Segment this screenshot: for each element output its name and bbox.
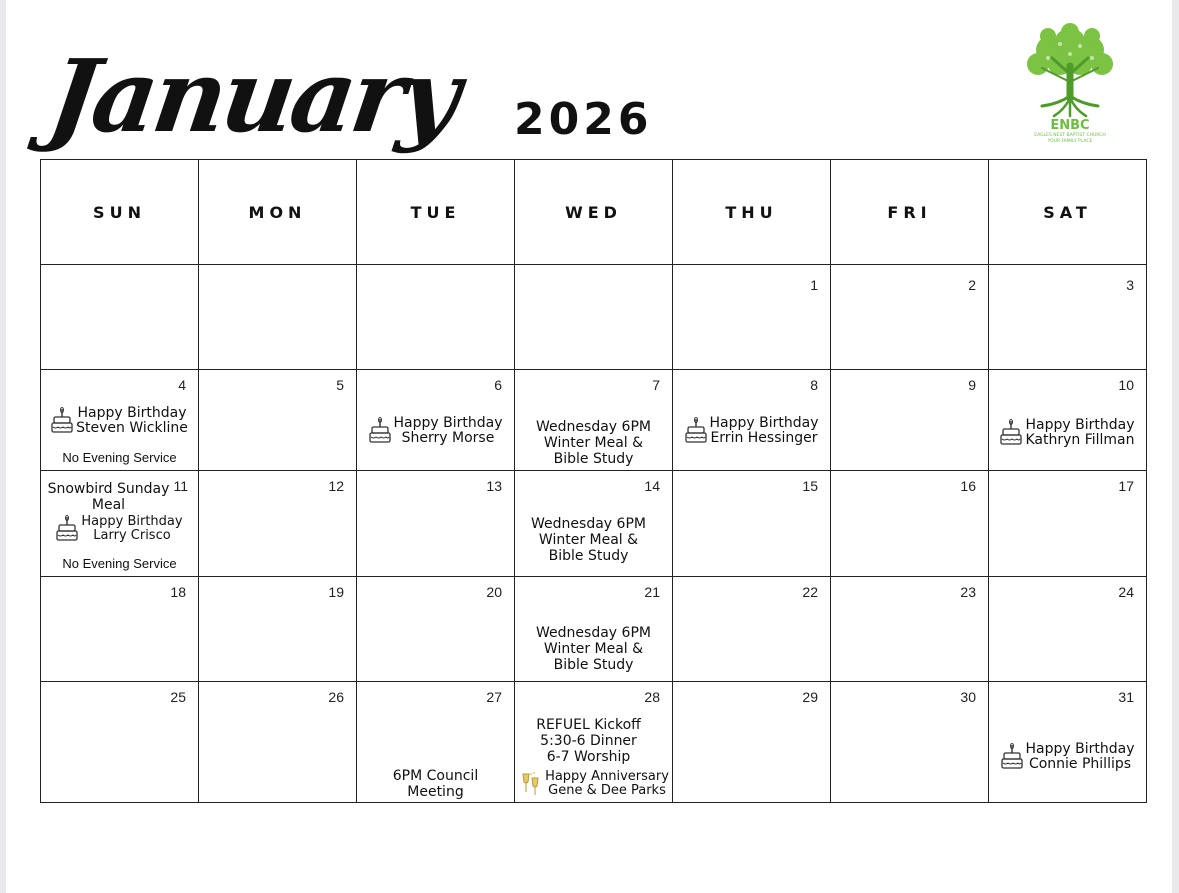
day-cell <box>831 471 989 577</box>
day-cell <box>831 265 989 370</box>
church-logo <box>1012 22 1128 160</box>
event-line: Winter Meal & <box>543 641 644 657</box>
event-line: Bible Study <box>553 451 634 467</box>
day-cell <box>41 682 199 803</box>
weekday-mon: MON <box>199 160 357 265</box>
day-number: 29 <box>802 689 818 705</box>
day-number: 16 <box>960 478 976 494</box>
birthday-event <box>991 418 1144 448</box>
day-number: 6 <box>494 377 502 393</box>
day-number: 25 <box>170 689 186 705</box>
day-number: 7 <box>652 377 660 393</box>
anniversary-names: Gene & Dee Parks <box>548 783 666 798</box>
day-number: 27 <box>486 689 502 705</box>
birthday-name: Larry Crisco <box>93 528 171 543</box>
birthday-event <box>43 406 196 436</box>
event-line: Wednesday 6PM <box>536 625 651 641</box>
event-line: Bible Study <box>548 548 629 564</box>
day-number: 24 <box>1118 584 1134 600</box>
birthday-name: Connie Phillips <box>1028 756 1132 772</box>
day-number: 4 <box>178 377 186 393</box>
event-line: Meeting <box>407 784 464 800</box>
birthday-cake-icon <box>369 417 391 445</box>
event-line: Wednesday 6PM <box>531 516 646 532</box>
week-row-5 <box>41 682 1147 803</box>
logo-church-name: EAGLES NEST BAPTIST CHURCH <box>1034 133 1106 138</box>
day-cell <box>515 471 673 577</box>
logo-tagline: YOUR FAMILY PLACE <box>1047 139 1093 144</box>
event-line: Snowbird Sunday <box>47 481 170 497</box>
day-cell <box>41 370 199 471</box>
anniversary-event <box>519 770 670 798</box>
event-line: Meal <box>91 497 126 513</box>
day-cell <box>673 682 831 803</box>
day-cell <box>199 370 357 471</box>
month-title: January <box>41 37 464 155</box>
day-cell <box>673 265 831 370</box>
day-number: 31 <box>1118 689 1134 705</box>
weekday-fri: FRI <box>831 160 989 265</box>
weekday-thu: THU <box>673 160 831 265</box>
day-cell <box>515 682 673 803</box>
day-number: 22 <box>802 584 818 600</box>
weekday-sat: SAT <box>989 160 1147 265</box>
day-cell <box>673 370 831 471</box>
tree-logo-icon <box>1020 22 1120 118</box>
day-number: 3 <box>1126 277 1134 293</box>
wednesday-meal-event <box>515 516 662 564</box>
event-line: 5:30-6 Dinner <box>540 733 637 749</box>
day-cell <box>673 471 831 577</box>
week-row-4 <box>41 577 1147 682</box>
refuel-kickoff-event <box>515 717 662 765</box>
day-number: 8 <box>810 377 818 393</box>
day-cell <box>673 577 831 682</box>
birthday-label: Happy Birthday <box>393 415 503 431</box>
day-cell <box>357 471 515 577</box>
day-number: 28 <box>644 689 660 705</box>
day-cell-empty <box>357 265 515 370</box>
day-number: 30 <box>960 689 976 705</box>
day-number: 14 <box>644 478 660 494</box>
day-cell <box>515 577 673 682</box>
event-line: Bible Study <box>553 657 634 673</box>
anniversary-label: Happy Anniversary <box>545 769 669 784</box>
weekday-wed: WED <box>515 160 673 265</box>
day-cell <box>199 577 357 682</box>
council-meeting-event <box>357 768 514 800</box>
champagne-glasses-icon <box>520 770 542 798</box>
day-cell <box>989 577 1147 682</box>
year-title: 2026 <box>514 94 653 145</box>
day-cell <box>989 370 1147 471</box>
event-line: Wednesday 6PM <box>536 419 651 435</box>
day-number: 12 <box>328 478 344 494</box>
calendar-grid <box>40 159 1147 803</box>
day-number: 1 <box>810 277 818 293</box>
day-cell <box>515 370 673 471</box>
wednesday-meal-event <box>515 419 672 467</box>
day-number: 9 <box>968 377 976 393</box>
no-evening-service-note: No Evening Service <box>62 556 177 571</box>
day-number: 19 <box>328 584 344 600</box>
week-row-1 <box>41 265 1147 370</box>
day-cell <box>199 682 357 803</box>
day-number: 10 <box>1118 377 1134 393</box>
calendar-page <box>6 0 1172 893</box>
day-cell <box>357 370 515 471</box>
day-number: 26 <box>328 689 344 705</box>
day-cell <box>41 471 199 577</box>
day-number: 15 <box>802 478 818 494</box>
event-line: REFUEL Kickoff <box>536 717 641 733</box>
day-cell <box>831 370 989 471</box>
day-number: 13 <box>486 478 502 494</box>
day-cell <box>989 471 1147 577</box>
day-number: 23 <box>960 584 976 600</box>
birthday-label: Happy Birthday <box>709 415 819 431</box>
event-line: 6PM Council <box>392 768 479 784</box>
day-cell <box>989 265 1147 370</box>
day-cell-empty <box>515 265 673 370</box>
day-cell <box>989 682 1147 803</box>
week-row-3 <box>41 471 1147 577</box>
event-line: Winter Meal & <box>538 532 639 548</box>
day-number: 21 <box>644 584 660 600</box>
day-cell <box>199 471 357 577</box>
weekday-header-row <box>41 160 1147 265</box>
week-row-2 <box>41 370 1147 471</box>
birthday-label: Happy Birthday <box>1025 417 1135 433</box>
day-cell <box>357 682 515 803</box>
logo-abbreviation: ENBC <box>1050 118 1090 133</box>
no-evening-service-note: No Evening Service <box>62 450 177 465</box>
day-number: 17 <box>1118 478 1134 494</box>
birthday-event <box>675 416 828 446</box>
event-line: 6-7 Worship <box>546 749 631 765</box>
birthday-event <box>43 515 196 543</box>
weekday-tue: TUE <box>357 160 515 265</box>
birthday-label: Happy Birthday <box>81 514 183 529</box>
day-cell <box>357 577 515 682</box>
birthday-name: Sherry Morse <box>401 430 495 446</box>
birthday-label: Happy Birthday <box>1025 741 1135 757</box>
birthday-cake-icon <box>56 515 78 543</box>
day-cell <box>831 577 989 682</box>
day-cell <box>41 577 199 682</box>
birthday-cake-icon <box>685 417 707 445</box>
day-number: 2 <box>968 277 976 293</box>
birthday-event <box>359 416 512 446</box>
birthday-cake-icon <box>51 407 73 435</box>
birthday-cake-icon <box>1000 419 1022 447</box>
snowbird-meal-event <box>41 481 176 513</box>
day-cell-empty <box>199 265 357 370</box>
birthday-label: Happy Birthday <box>77 405 187 421</box>
day-number: 20 <box>486 584 502 600</box>
day-number: 5 <box>336 377 344 393</box>
weekday-sun: SUN <box>41 160 199 265</box>
day-number: 11 <box>173 478 188 494</box>
birthday-name: Errin Hessinger <box>710 430 818 446</box>
wednesday-meal-event <box>515 625 672 673</box>
day-cell-empty <box>41 265 199 370</box>
day-number: 18 <box>170 584 186 600</box>
birthday-name: Kathryn Fillman <box>1025 432 1135 448</box>
birthday-cake-icon <box>1001 743 1023 771</box>
birthday-name: Steven Wickline <box>76 420 188 436</box>
event-line: Winter Meal & <box>543 435 644 451</box>
day-cell <box>831 682 989 803</box>
birthday-event <box>991 742 1144 772</box>
